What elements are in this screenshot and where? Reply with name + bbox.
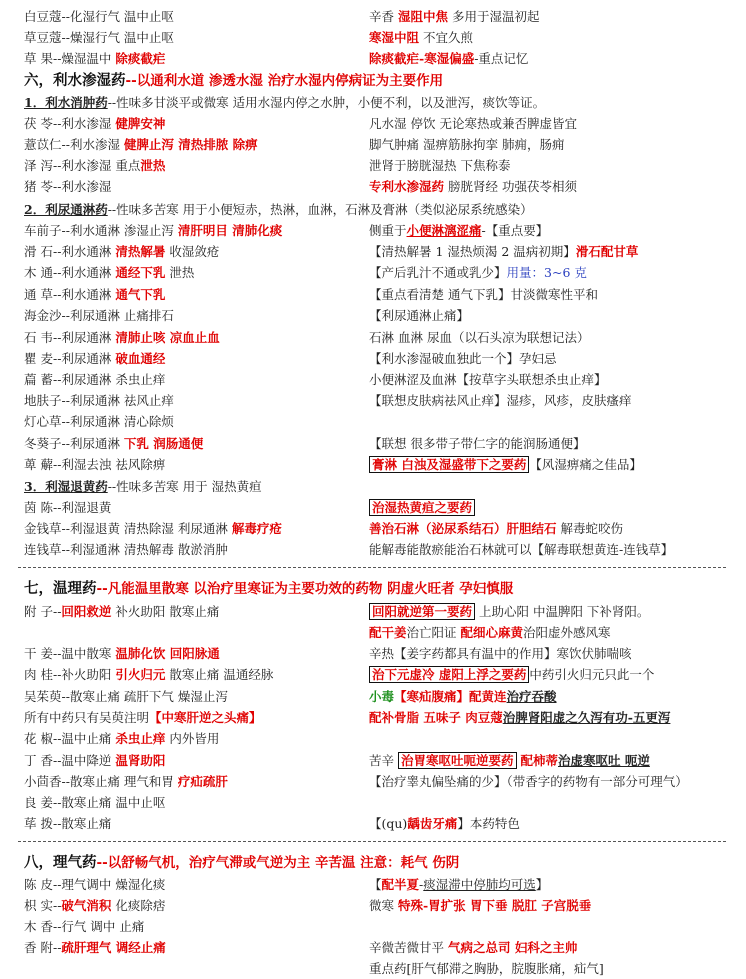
text-segment: 【产后乳汁不通或乳少】 — [369, 265, 507, 280]
text-segment: 小毒 — [369, 689, 395, 704]
text-segment: 微寒 — [369, 898, 398, 913]
text-segment: 疏肝理气 调经止痛 — [61, 940, 166, 955]
text-segment: 吴茱萸--散寒止痛 疏肝下气 燥湿止泻 — [24, 689, 228, 704]
text-segment: --性味多苦寒 用于小便短赤，热淋，血淋，石淋及膏淋（类似泌尿系统感染） — [107, 202, 533, 217]
text-segment: 杀虫止痒 — [115, 731, 166, 746]
text-segment: 白豆蔻--化湿行气 温中止呕 — [24, 9, 174, 24]
text-segment: 3．利湿退黄药 — [24, 479, 108, 494]
section-heading — [0, 70, 746, 91]
text-segment: 【治疗睾丸偏坠痛的少】（带香字的药物有一部分可理气） — [369, 774, 688, 789]
text-segment: 八，理气药 — [24, 854, 97, 871]
text-segment: 通 草--利水通淋 — [24, 287, 116, 302]
text-segment: 寒湿中阻 — [369, 30, 420, 45]
right-column — [369, 48, 528, 69]
text-segment: 【清热解暑 1 湿热烦渴 2 温病初期】 — [369, 244, 576, 259]
left-column — [24, 476, 262, 497]
text-segment: 清肺止咳 凉血止血 — [115, 330, 220, 345]
left-column — [24, 707, 262, 728]
text-segment: 治虚寒呕吐 呃逆 — [558, 753, 650, 768]
left-column — [24, 433, 203, 454]
text-segment: 【 — [369, 877, 382, 892]
text-row — [0, 728, 746, 749]
text-segment: 善治石淋（泌尿系结石）肝胆结石 — [369, 521, 557, 536]
left-column — [24, 176, 111, 197]
text-row — [0, 686, 746, 707]
text-row — [0, 497, 746, 518]
text-segment: 收湿敛疮 — [165, 244, 220, 259]
left-column — [24, 895, 165, 916]
left-column — [24, 262, 194, 283]
text-row — [0, 199, 746, 220]
text-segment: 湿阻中焦 — [397, 9, 448, 24]
text-segment: 治疗吞酸 — [506, 689, 557, 704]
text-segment: - — [419, 877, 424, 892]
right-column — [369, 686, 557, 707]
text-segment: 七，温理药 — [24, 580, 97, 597]
text-segment: 配半夏 — [381, 877, 420, 892]
text-row — [0, 539, 746, 560]
text-segment: 泄肾于膀胱湿热 下焦称泰 — [369, 158, 511, 173]
text-segment: 气病之总司 妇科之主帅 — [447, 940, 578, 955]
left-column — [24, 369, 165, 390]
text-segment: --性味多苦寒 用于 湿热黄疸 — [107, 479, 262, 494]
text-segment: 【利水渗湿破血独此一个】孕妇忌 — [369, 351, 557, 366]
text-segment: 膀胱肾经 功强茯苓相须 — [444, 179, 577, 194]
section-heading — [0, 578, 746, 599]
text-segment: 2．利尿通淋药 — [24, 202, 108, 217]
text-segment: --凡能温里散寒 以治疗里寒证为主要功效的药物 阴虚火旺者 孕妇慎服 — [96, 581, 514, 597]
text-segment: 治下元虚冷 虚阳上浮之要药 — [369, 666, 529, 683]
text-segment: 连钱草--利湿通淋 清热解毒 散淤消肿 — [24, 542, 228, 557]
right-column — [369, 241, 638, 262]
text-segment: 用量：3~6 克 — [506, 265, 587, 280]
left-column — [24, 390, 174, 411]
text-segment: 泄热 — [165, 265, 195, 280]
text-segment: 温肺化饮 回阳脉通 — [115, 646, 220, 661]
text-segment: 小茴香--散寒止痛 理气和胃 — [24, 774, 178, 789]
text-row — [0, 155, 746, 176]
text-segment: --以通利水道 渗透水湿 治疗水湿内停病证为主要作用 — [125, 73, 444, 89]
right-column — [369, 874, 548, 895]
text-segment: 【重点看清楚 通气下乳】甘淡微寒性平和 — [369, 287, 598, 302]
text-segment: 治湿热黄疸之要药 — [369, 499, 475, 516]
text-row — [0, 284, 746, 305]
text-segment: 地肤子--利尿通淋 祛风止痒 — [24, 393, 174, 408]
text-segment: 1．利水消肿药 — [24, 95, 108, 110]
text-segment: 特殊-胃扩张 胃下垂 脱肛 子宫脱垂 — [397, 898, 592, 913]
text-segment: 萆 薢--利湿去浊 祛风除痹 — [24, 457, 166, 472]
text-segment: 滑 石--利水通淋 — [24, 244, 116, 259]
text-row — [0, 48, 746, 69]
text-segment: 金钱草--利湿退黄 清热除湿 利尿通淋 — [24, 521, 232, 536]
right-column — [369, 284, 598, 305]
right-column — [369, 707, 670, 728]
left-column — [24, 686, 228, 707]
text-row — [0, 771, 746, 792]
text-segment: 木 通--利水通淋 — [24, 265, 116, 280]
text-row — [0, 6, 746, 27]
left-column — [24, 134, 258, 155]
text-segment: 冬葵子--利尿通淋 — [24, 436, 124, 451]
text-segment: 【联想皮肤病祛风止痒】湿疹，风疹，皮肤瘙痒 — [369, 393, 632, 408]
left-column — [24, 937, 166, 958]
text-row — [0, 134, 746, 155]
text-segment: 治脾肾阳虚之久泻有功-五更泻 — [502, 710, 671, 725]
text-segment: 【利尿通淋止痛】 — [369, 308, 470, 323]
right-column — [369, 497, 475, 518]
text-row — [0, 27, 746, 48]
text-segment: 解毒疗疮 — [231, 521, 282, 536]
text-row — [0, 895, 746, 916]
text-segment: 回阳就逆第一要药 — [369, 603, 475, 620]
text-segment: 破血通经 — [115, 351, 166, 366]
text-segment: 凡水湿 停饮 无论寒热或兼否脾虚皆宜 — [369, 116, 577, 131]
text-segment: 薏苡仁--利水渗湿 — [24, 137, 124, 152]
text-segment: 疗疝疏肝 — [177, 774, 228, 789]
text-row — [0, 433, 746, 454]
text-segment: 辛微苦微甘平 — [369, 940, 448, 955]
left-column — [24, 664, 273, 685]
text-segment: 草豆蔻--燥湿行气 温中止呕 — [24, 30, 174, 45]
text-segment: 脚气肿痛 湿痹筋脉拘挛 肺痈，肠痈 — [369, 137, 565, 152]
text-row — [0, 750, 746, 771]
text-row — [0, 792, 746, 813]
text-segment: 内外皆用 — [165, 731, 220, 746]
text-segment: -【重点要】 — [481, 223, 549, 238]
text-row — [0, 958, 746, 979]
text-segment: 干 姜--温中散寒 — [24, 646, 116, 661]
left-column — [24, 518, 282, 539]
left-column — [24, 916, 144, 937]
text-segment: 清热解暑 — [115, 244, 166, 259]
right-column — [369, 348, 557, 369]
text-segment: -重点记忆 — [474, 51, 529, 66]
left-column — [24, 284, 165, 305]
text-segment: 【中寒肝逆之头痛】 — [149, 710, 262, 725]
text-segment: 苦辛 — [369, 753, 398, 768]
left-column — [24, 27, 174, 48]
right-column — [369, 643, 632, 664]
text-row — [0, 518, 746, 539]
text-row — [0, 454, 746, 475]
left-column — [24, 643, 220, 664]
text-row — [0, 348, 746, 369]
text-row — [0, 390, 746, 411]
text-segment: 中药引火归元只此一个 — [529, 667, 655, 682]
text-segment: 除痰截疟-寒湿偏盛 — [369, 51, 475, 66]
text-segment: 健脾安神 — [115, 116, 166, 131]
right-column — [369, 262, 587, 283]
text-segment: 萹 蓄--利尿通淋 杀虫止痒 — [24, 372, 166, 387]
text-segment: 通气下乳 — [115, 287, 166, 302]
text-segment: 香 附-- — [24, 940, 62, 955]
right-column — [369, 134, 564, 155]
text-row — [0, 305, 746, 326]
left-column — [24, 220, 282, 241]
text-segment: 瞿 麦--利尿通淋 — [24, 351, 116, 366]
right-column — [369, 305, 469, 326]
left-column — [24, 241, 219, 262]
text-row — [0, 411, 746, 432]
text-segment: 石淋 血淋 尿血（以石头凉为联想记法） — [369, 330, 590, 345]
text-segment: 草 果--燥湿温中 — [24, 51, 116, 66]
text-segment: 配细心麻黄 — [460, 625, 524, 640]
right-column — [369, 454, 642, 475]
text-segment: 肉 桂--补火助阳 — [24, 667, 116, 682]
right-column — [369, 390, 632, 411]
left-column — [24, 348, 165, 369]
left-column — [24, 199, 533, 220]
text-segment: 【联想 很多带子带仁字的能润肠通便】 — [369, 436, 586, 451]
left-column — [24, 155, 165, 176]
text-row — [0, 643, 746, 664]
left-column — [24, 411, 174, 432]
text-segment: 配补骨脂 五味子 肉豆蔻 — [369, 710, 503, 725]
text-segment: 配柿蒂 — [520, 753, 558, 768]
left-column — [24, 750, 165, 771]
text-segment: 健脾止泻 清热排脓 除痹 — [123, 137, 258, 152]
left-column — [24, 813, 111, 834]
text-segment: 花 椒--温中止痛 — [24, 731, 116, 746]
text-segment: 专利水渗湿药 — [369, 179, 445, 194]
right-column — [369, 601, 649, 622]
left-column — [24, 6, 174, 27]
text-segment: 配干姜 — [369, 625, 407, 640]
text-row — [0, 813, 746, 834]
text-segment: 治阳虚外感风寒 — [523, 625, 611, 640]
text-row — [0, 916, 746, 937]
left-column — [24, 601, 219, 622]
text-segment: 】本药特色 — [457, 816, 520, 831]
text-segment: 治胃寒呕吐呃逆要药 — [398, 752, 517, 769]
text-segment: 回阳救逆 — [61, 604, 112, 619]
text-segment: 膏淋 白浊及湿盛带下之要药 — [369, 456, 529, 473]
text-row — [0, 369, 746, 390]
right-column — [369, 937, 577, 958]
text-segment: 【寒疝腹痛】配黄连 — [394, 689, 507, 704]
right-column — [369, 113, 577, 134]
text-row — [0, 327, 746, 348]
text-row — [0, 622, 746, 643]
section-divider — [18, 567, 726, 568]
text-segment: 上助心阳 中温脾阳 下补肾阳。 — [475, 604, 650, 619]
right-column — [369, 958, 604, 979]
left-column — [24, 92, 545, 113]
left-column — [24, 728, 219, 749]
right-column — [369, 813, 520, 834]
text-segment: 辛热【姜字药都具有温中的作用】寒饮伏肺喘咳 — [369, 646, 632, 661]
right-column — [369, 622, 611, 643]
text-segment: 多用于湿温初起 — [448, 9, 540, 24]
right-column — [369, 220, 548, 241]
text-segment: 痰湿滞中停肺均可选 — [423, 877, 536, 892]
text-segment: --以舒畅气机，治疗气滞或气逆为主 辛苦温 注意：耗气 伤阴 — [96, 855, 460, 871]
text-segment: 温肾助阳 — [115, 753, 166, 768]
text-segment: 车前子--利水通淋 渗湿止泻 — [24, 223, 178, 238]
text-row — [0, 476, 746, 497]
text-segment: 小便淋漓涩痛 — [406, 223, 482, 238]
text-segment: 补火助阳 散寒止痛 — [111, 604, 220, 619]
left-column — [24, 327, 220, 348]
left-column — [24, 454, 165, 475]
text-segment: 【风湿痹痛之佳品】 — [529, 457, 642, 472]
text-segment: 通经下乳 — [115, 265, 166, 280]
text-segment: 龋齿牙痛 — [407, 816, 458, 831]
text-segment: 良 姜--散寒止痛 温中止呕 — [24, 795, 166, 810]
text-segment: 侧重于 — [369, 223, 407, 238]
text-segment: 解毒蛇咬伤 — [556, 521, 623, 536]
right-column — [369, 369, 607, 390]
text-segment: 六，利水渗湿药 — [24, 72, 126, 89]
right-column — [369, 176, 577, 197]
text-row — [0, 664, 746, 685]
text-segment: 不宜久煎 — [419, 30, 473, 45]
text-segment: 下乳 润肠通便 — [123, 436, 204, 451]
text-segment: 治亡阳证 — [406, 625, 461, 640]
text-segment: 枳 实-- — [24, 898, 62, 913]
text-row — [0, 262, 746, 283]
left-column — [24, 792, 165, 813]
text-segment: 化痰除痞 — [111, 898, 166, 913]
left-column — [24, 539, 228, 560]
text-segment: 泄热 — [140, 158, 166, 173]
right-column — [369, 518, 623, 539]
text-segment: 茯 苓--利水渗湿 — [24, 116, 116, 131]
text-segment: --性味多甘淡平或微寒 适用水湿内停之水肿，小便不利，以及泄泻，痰饮等证。 — [107, 95, 546, 110]
text-row — [0, 937, 746, 958]
text-row — [0, 241, 746, 262]
right-column — [369, 895, 591, 916]
text-segment: 除痰截疟 — [115, 51, 166, 66]
text-segment: 丁 香--温中降逆 — [24, 753, 116, 768]
left-column — [24, 70, 443, 91]
text-segment: 猪 苓--利水渗湿 — [24, 179, 112, 194]
right-column — [369, 539, 673, 560]
left-column — [24, 771, 228, 792]
right-column — [369, 771, 688, 792]
text-segment: 辛香 — [369, 9, 398, 24]
left-column — [24, 48, 165, 69]
text-row — [0, 113, 746, 134]
section-divider — [18, 841, 726, 842]
text-row — [0, 874, 746, 895]
right-column — [369, 664, 654, 685]
text-row — [0, 176, 746, 197]
text-segment: 能解毒能散瘀能治石林就可以【解毒联想黄连-连钱草】 — [369, 542, 674, 557]
left-column — [24, 852, 459, 873]
section-heading — [0, 852, 746, 873]
left-column — [24, 113, 165, 134]
right-column — [369, 155, 510, 176]
text-row — [0, 707, 746, 728]
text-segment: 所有中药只有吴萸注明 — [24, 710, 150, 725]
text-segment: 茵 陈--利湿退黄 — [24, 500, 112, 515]
text-segment: 荜 拨--散寒止痛 — [24, 816, 112, 831]
text-segment: 附 子-- — [24, 604, 62, 619]
text-segment: 破气消积 — [61, 898, 112, 913]
text-segment: 灯心草--利尿通淋 清心除烦 — [24, 414, 174, 429]
text-segment: 小便淋涩及血淋【按草字头联想杀虫止痒】 — [369, 372, 607, 387]
text-segment: 泽 泻--利水渗湿 重点 — [24, 158, 141, 173]
right-column — [369, 327, 589, 348]
left-column — [24, 497, 111, 518]
text-segment: 散寒止痛 温通经脉 — [165, 667, 274, 682]
left-column — [24, 305, 174, 326]
left-column — [24, 578, 513, 599]
text-segment: 海金沙--利尿通淋 止痛排石 — [24, 308, 174, 323]
text-segment: 滑石配甘草 — [575, 244, 639, 259]
text-segment: 引火归元 — [115, 667, 166, 682]
text-segment: 清肝明目 清肺化痰 — [177, 223, 283, 238]
text-row — [0, 92, 746, 113]
text-segment: 石 韦--利尿通淋 — [24, 330, 116, 345]
right-column — [369, 27, 473, 48]
text-row — [0, 601, 746, 622]
right-column — [369, 433, 585, 454]
text-segment: 重点药[肝气郁滞之胸胁，脘腹胀痛，疝气] — [369, 961, 604, 976]
text-segment: 陈 皮--理气调中 燥湿化痰 — [24, 877, 166, 892]
text-segment: 木 香--行气 调中 止痛 — [24, 919, 145, 934]
left-column — [24, 874, 165, 895]
right-column — [369, 750, 650, 771]
text-row — [0, 220, 746, 241]
right-column — [369, 6, 539, 27]
text-segment: 】 — [535, 877, 549, 892]
text-segment: 【(qu) — [369, 816, 408, 831]
